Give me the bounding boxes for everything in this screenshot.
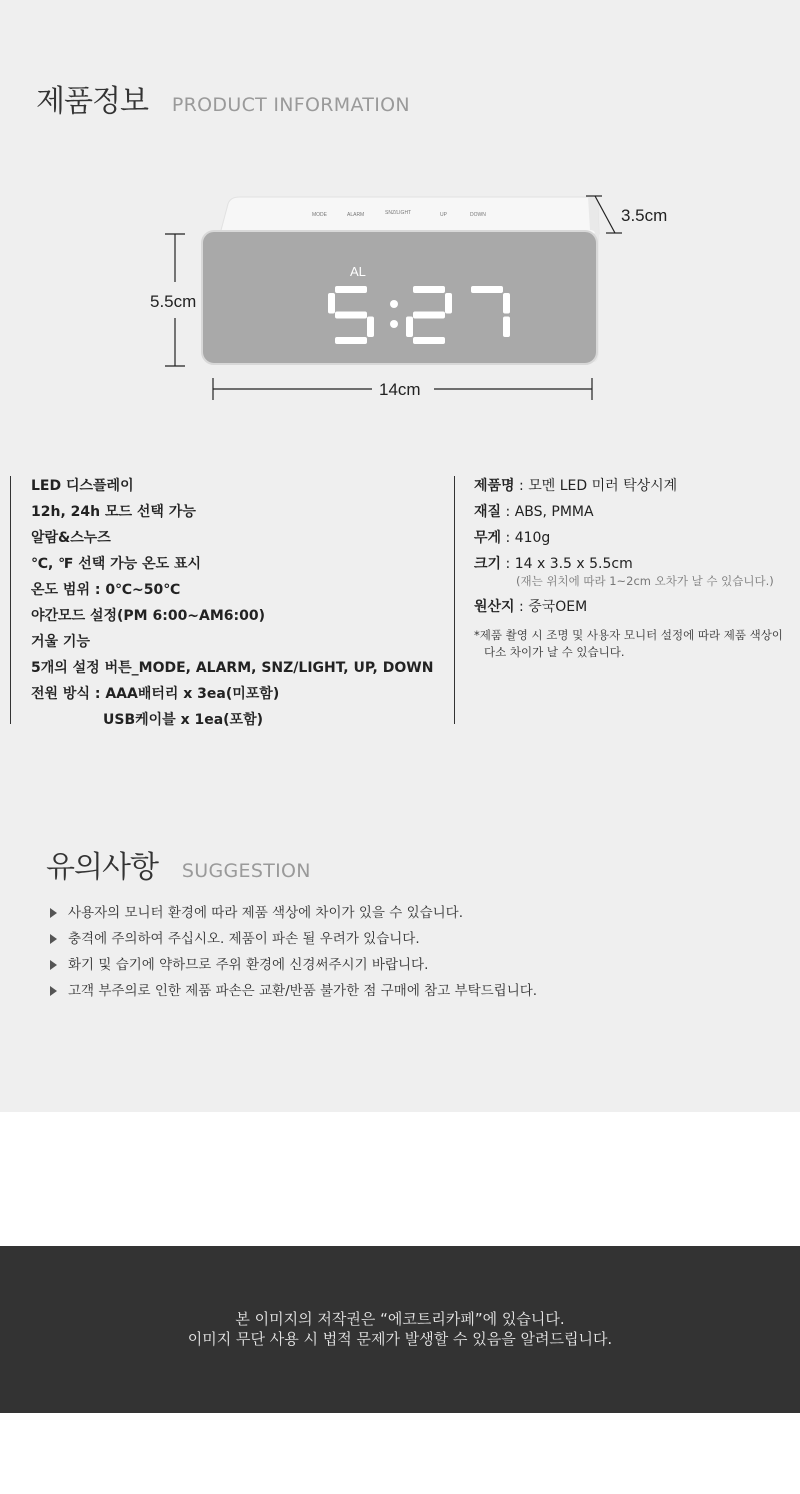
spec-feature-item: USB케이블 x 1ea(포함) bbox=[103, 712, 264, 728]
led-segment bbox=[471, 286, 503, 293]
clock-button-down: DOWN bbox=[470, 212, 486, 218]
spec-feature-item: ℃, ℉ 선택 가능 온도 표시 bbox=[31, 556, 202, 572]
spec-origin-label: 원산지 bbox=[474, 599, 515, 615]
spec-fine-print-line: *제품 촬영 시 조명 및 사용자 모니터 설정에 따라 제품 색상이 bbox=[474, 628, 783, 642]
led-segment bbox=[503, 317, 510, 338]
copyright-banner bbox=[0, 1246, 800, 1413]
spec-weight-row: 무게 : 410g bbox=[474, 530, 551, 546]
clock-button-mode: MODE bbox=[312, 212, 327, 218]
led-segment bbox=[367, 317, 374, 338]
led-segment bbox=[328, 293, 335, 314]
spec-feature-item: 알람&스누즈 bbox=[31, 530, 111, 546]
led-segment bbox=[445, 293, 452, 314]
led-segment bbox=[335, 286, 367, 293]
suggestion-text: 고객 부주의로 인한 제품 파손은 교환/반품 불가한 점 구매에 참고 부탁드립니다. bbox=[68, 983, 538, 999]
spec-feature-item: 온도 범위 : 0℃~50℃ bbox=[31, 582, 181, 598]
clock-mirror-face bbox=[202, 231, 597, 364]
suggestion-item bbox=[50, 900, 537, 926]
led-segment bbox=[503, 293, 510, 314]
clock-button-alarm: ALARM bbox=[347, 212, 365, 218]
spec-feature-item: 전원 방식 : AAA배터리 x 3ea(미포함) bbox=[31, 686, 280, 702]
led-segment bbox=[413, 286, 445, 293]
spec-size-value: 14 x 3.5 x 5.5cm bbox=[514, 556, 633, 572]
clock-alarm-indicator: AL bbox=[350, 264, 366, 279]
spec-size-label: 크기 bbox=[474, 556, 502, 572]
triangle-bullet-icon bbox=[50, 986, 57, 996]
dimension-height-label: 5.5cm bbox=[150, 292, 197, 311]
suggestion-title: 유의사항 bbox=[46, 850, 158, 885]
copyright-line-2: 이미지 무단 사용 시 법적 문제가 발생할 수 있음을 알려드립니다. bbox=[187, 1330, 613, 1348]
spec-size-note: (재는 위치에 따라 1~2cm 오차가 날 수 있습니다.) bbox=[516, 574, 774, 588]
suggestion-list bbox=[50, 900, 537, 1004]
spec-origin-row: 원산지 : 중국OEM bbox=[474, 599, 588, 615]
spec-feature-item: LED 디스플레이 bbox=[31, 478, 134, 494]
triangle-bullet-icon bbox=[50, 908, 57, 918]
spec-weight-label: 무게 bbox=[474, 530, 502, 546]
suggestion-header bbox=[46, 842, 311, 886]
spec-fine-print-line: 다소 차이가 날 수 있습니다. bbox=[484, 645, 625, 659]
led-segment bbox=[335, 312, 367, 319]
led-segment bbox=[413, 337, 445, 344]
spec-material-value: ABS, PMMA bbox=[514, 504, 594, 520]
suggestion-text: 화기 및 습기에 약하므로 주위 환경에 신경써주시기 바랍니다. bbox=[68, 957, 429, 973]
spec-name-row: 제품명 : 모멘 LED 미러 탁상시계 bbox=[474, 478, 678, 494]
spec-name-label: 제품명 bbox=[474, 478, 515, 494]
suggestion-item bbox=[50, 926, 537, 952]
spec-fine-print bbox=[474, 627, 794, 661]
triangle-bullet-icon bbox=[50, 960, 57, 970]
product-info-subtitle: PRODUCT INFORMATION bbox=[171, 94, 410, 116]
led-colon-dot bbox=[390, 320, 398, 328]
spec-feature-item: 야간모드 설정(PM 6:00~AM6:00) bbox=[31, 608, 266, 624]
spec-material-label: 재질 bbox=[474, 504, 502, 520]
spec-size-row: 크기 : 14 x 3.5 x 5.5cm bbox=[474, 556, 633, 572]
dimension-width-label: 14cm bbox=[379, 380, 421, 399]
led-segment bbox=[335, 337, 367, 344]
led-segment bbox=[406, 317, 413, 338]
suggestion-item bbox=[50, 952, 537, 978]
spec-features-list bbox=[10, 476, 455, 728]
led-segment bbox=[413, 312, 445, 319]
product-info-title: 제품정보 bbox=[36, 84, 148, 119]
clock-button-snz: SNZ/LIGHT bbox=[385, 210, 412, 216]
suggestion-text: 충격에 주의하여 주십시오. 제품이 파손 될 우려가 있습니다. bbox=[68, 931, 420, 947]
clock-illustration bbox=[150, 190, 710, 410]
led-colon-dot bbox=[390, 300, 398, 308]
spec-feature-item: 거울 기능 bbox=[31, 634, 90, 650]
spec-details bbox=[474, 476, 794, 661]
spec-origin-value: 중국OEM bbox=[528, 599, 588, 615]
dimension-depth-label: 3.5cm bbox=[621, 206, 668, 225]
spec-feature-item: 5개의 설정 버튼_MODE, ALARM, SNZ/LIGHT, UP, DOWN bbox=[31, 660, 434, 676]
suggestion-item bbox=[50, 978, 537, 1004]
spec-material-row: 재질 : ABS, PMMA bbox=[474, 504, 594, 520]
clock-drawing bbox=[150, 190, 710, 410]
suggestion-subtitle: SUGGESTION bbox=[181, 860, 311, 882]
product-info-header bbox=[36, 76, 410, 120]
suggestion-text: 사용자의 모니터 환경에 따라 제품 색상에 차이가 있을 수 있습니다. bbox=[68, 905, 464, 921]
clock-button-up: UP bbox=[440, 212, 447, 218]
spec-name-value: 모멘 LED 미러 탁상시계 bbox=[528, 478, 678, 494]
copyright-line-1: 본 이미지의 저작권은 “에코트리카페”에 있습니다. bbox=[235, 1310, 565, 1328]
spec-feature-item: 12h, 24h 모드 선택 가능 bbox=[31, 504, 196, 520]
triangle-bullet-icon bbox=[50, 934, 57, 944]
spec-weight-value: 410g bbox=[514, 530, 551, 546]
